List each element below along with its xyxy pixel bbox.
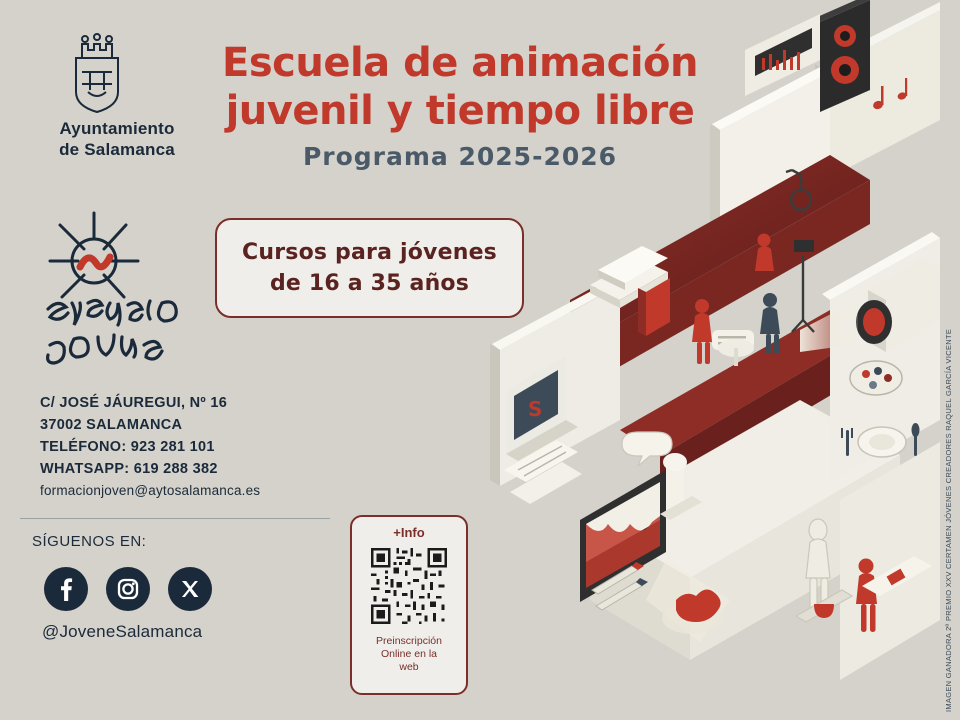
institution-name-line1: Ayuntamiento [59,119,175,138]
title-line-1: Escuela de animación [222,40,698,86]
contact-whatsapp: WHATSAPP: 619 288 382 [40,461,218,477]
contact-phone: TELÉFONO: 923 281 101 [40,439,215,455]
qr-caption [376,635,442,674]
contact-email[interactable]: formacionjoven@aytosalamanca.es [40,483,261,498]
program-subtitle: Programa 2025-2026 [302,142,618,171]
x-twitter-icon[interactable] [168,567,212,611]
qr-caption-line1: Preinscripción [376,635,442,647]
callout-line-2: de 16 a 35 años [269,271,470,296]
institution-name-line2: de Salamanca [59,140,175,159]
audience-callout-box [215,218,524,318]
svg-text:S: S [528,397,543,421]
coat-of-arms-icon [62,28,132,114]
follow-us-label: SÍGUENOS EN: [32,533,147,550]
contact-address: C/ JOSÉ JÁUREGUI, Nº 16 [40,395,228,411]
qr-caption-line2: Online en la [380,648,438,660]
title-line-2: juvenil y tiempo libre [225,88,695,134]
social-icons [44,567,212,611]
callout-line-1: Cursos para jóvenes [242,240,497,265]
contact-postal: 37002 SALAMANCA [40,417,183,433]
social-handle: @JoveneSalamanca [42,622,203,641]
contact-block [40,392,370,502]
qr-caption-line3: web [399,661,419,673]
qr-title: +Info [393,525,425,540]
qr-info-box[interactable] [350,515,468,695]
instagram-icon[interactable] [106,567,150,611]
facebook-icon[interactable] [44,567,88,611]
qr-code-icon[interactable] [368,545,450,627]
section-divider [20,518,330,519]
image-credit: IMAGEN GANADORA 2º PREMIO XXV CERTAMEN JÓVENES CREADORES RAQUEL GARCÍA VICENTE [944,328,953,712]
poster-title-block [200,40,720,171]
espacio-joven-logo [40,205,200,365]
institution-name [34,118,200,160]
